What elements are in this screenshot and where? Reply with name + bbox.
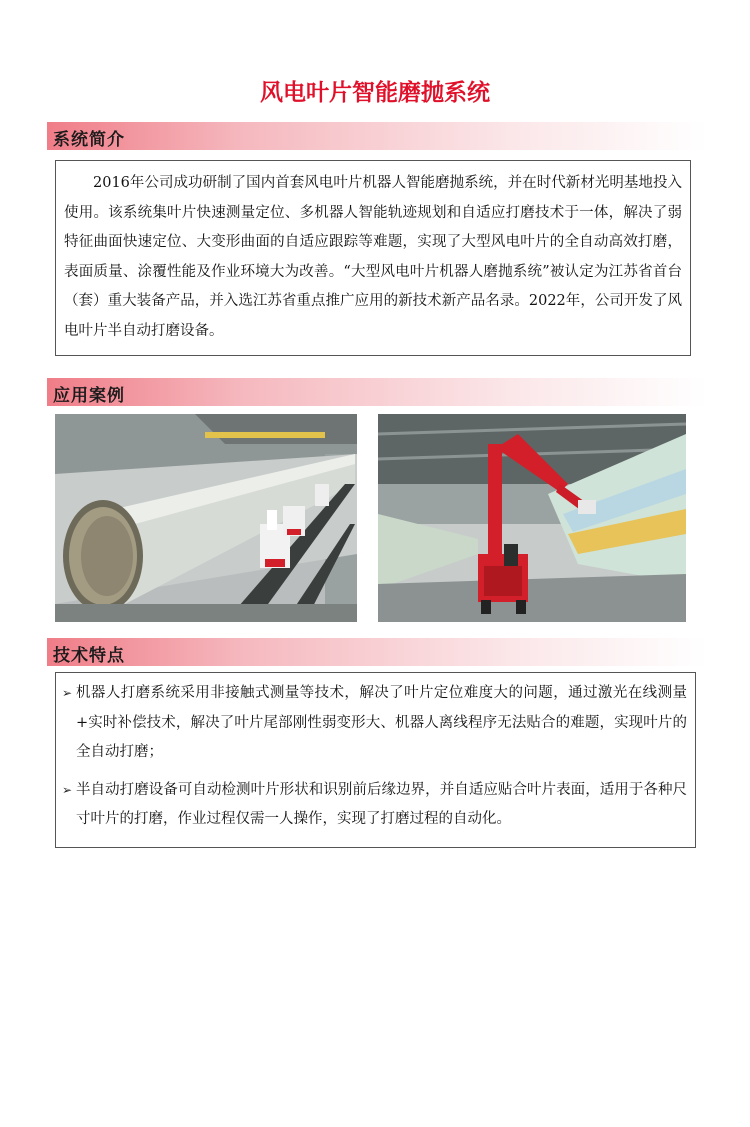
section-header-cases [47,378,707,406]
section-heading-cases: 应用案例 [53,386,125,406]
feature-item [62,776,687,835]
feature-item [62,679,687,768]
features-box [55,672,696,848]
bullet-arrow-icon: ➢ [62,782,73,797]
feature-text: 机器人打磨系统采用非接触式测量等技术，解决了叶片定位难度大的问题，通过激光在线测量+实时补偿技术，解决了叶片尾部刚性弱变形大、机器人离线程序无法贴合的难题，实现叶片的全自动打磨； [76,685,687,760]
section-heading-intro: 系统简介 [53,130,125,150]
case-photo-factory-line [55,414,357,622]
intro-box [55,160,691,356]
bullet-arrow-icon: ➢ [62,686,73,700]
section-header-features [47,638,707,666]
section-header-intro [47,122,707,150]
intro-paragraph: 2016年公司成功研制了国内首套风电叶片机器人智能磨抛系统，并在时代新材光明基地投入使用。该系统集叶片快速测量定位、多机器人智能轨迹规划和自适应打磨技术于一体，解决了弱特征曲面快速定位、大变形曲面的自适应跟踪等难题，实现了大型风电叶片的全自动高效打磨，表面质量、涂覆性能及作业环境大为改善。“大型风电叶片机器人磨抛系统”被认定为江苏省首台（套）重大装备产品，并入选江苏省重点推广应用的新技术新产品名录。2022年，公司开发了风电叶片半自动打磨设备。 [64,175,682,339]
case-photo-factory-line-drawing [55,414,357,622]
feature-text: 半自动打磨设备可自动检测叶片形状和识别前后缘边界，并自适应贴合叶片表面，适用于各种尺寸叶片的打磨，作业过程仅需一人操作，实现了打磨过程的自动化。 [76,781,687,827]
section-heading-features: 技术特点 [53,646,125,666]
page-title: 风电叶片智能磨抛系统 [260,80,490,106]
case-photo-robot-cart-drawing [378,414,686,622]
case-photo-robot-cart [378,414,686,622]
